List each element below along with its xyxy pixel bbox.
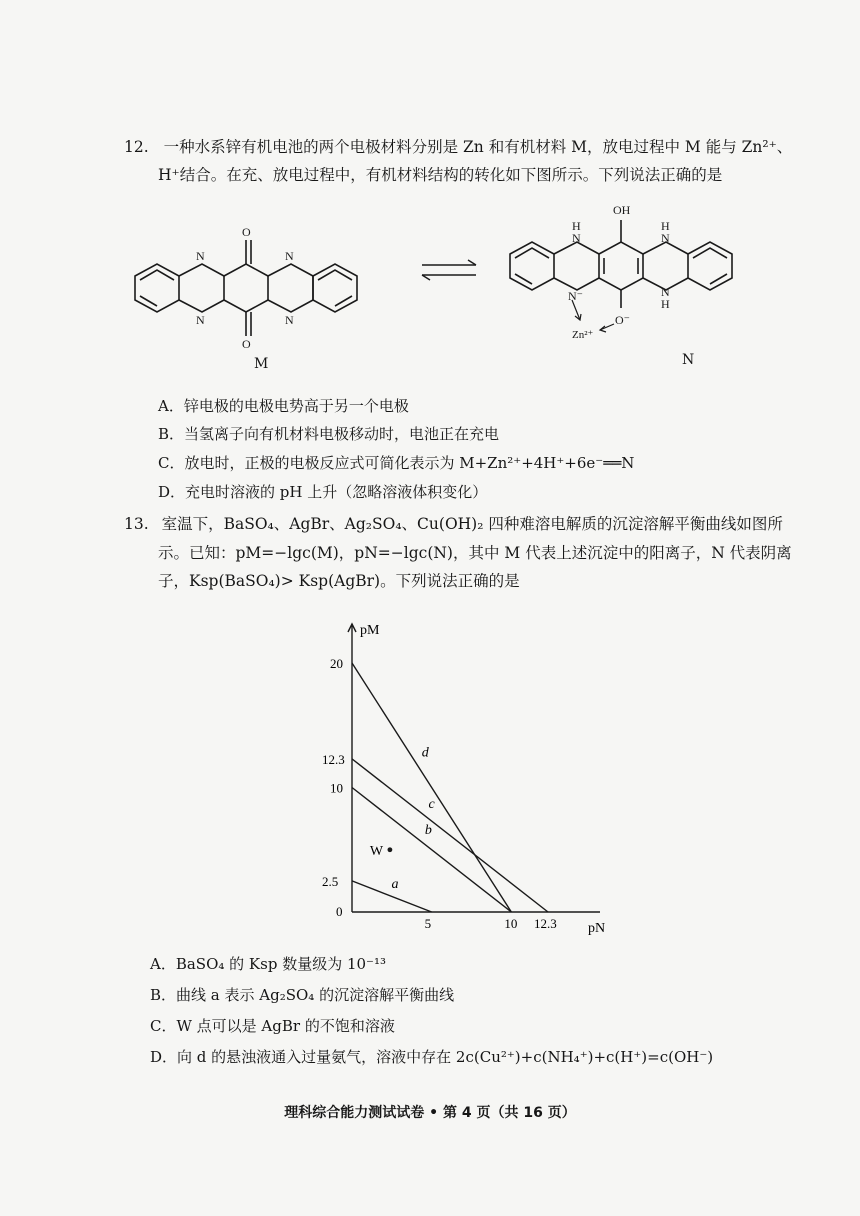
N-atom-N2: N	[661, 231, 670, 245]
series-label-a: a	[391, 876, 399, 892]
N-atom-N1: N	[572, 231, 581, 245]
q13-stem-line3: 子，Ksp(BaSO₄)> Ksp(AgBr)。下列说法正确的是	[158, 572, 520, 590]
series-label-d: d	[421, 745, 429, 761]
y-tick-label: 10	[330, 780, 343, 796]
y-tick-label: 20	[330, 656, 343, 671]
x-tick-label: 5	[424, 916, 432, 931]
y-axis-label: pM	[360, 623, 380, 638]
series-label-c: c	[428, 796, 435, 812]
q12-stem-line1	[124, 136, 792, 158]
M-atom-O2: O	[242, 337, 251, 351]
M-atom-N2: N	[196, 313, 205, 327]
M-atom-N1: N	[196, 249, 205, 263]
M-atom-N4: N	[285, 313, 294, 327]
q13-stem-line2: 示。已知：pM=−lgc(M)，pN=−lgc(N)，其中 M 代表上述沉淀中的阳离子，N 代表阴离	[158, 544, 792, 562]
N-atom-OH: OH	[613, 203, 631, 217]
series-label-b: b	[424, 822, 432, 838]
q12-molecule-figure	[120, 198, 780, 378]
x-tick-label: 10	[504, 916, 518, 931]
precipitation-chart	[300, 616, 630, 946]
N-atom-H1: H	[572, 219, 581, 233]
N-atom-H2: H	[661, 219, 670, 233]
N-atom-N-minus: N⁻	[568, 289, 583, 303]
N-atom-H3: H	[661, 297, 670, 311]
origin-label: 0	[336, 904, 343, 919]
molecule-N	[510, 220, 732, 308]
q12-option-A: A．锌电极的电极电势高于另一个电极	[158, 397, 409, 415]
x-axis-label: pN	[588, 921, 606, 936]
M-atom-O1: O	[242, 225, 251, 239]
molecule-M	[135, 240, 357, 336]
N-atom-Zn: Zn²⁺	[572, 329, 594, 341]
q12-stem-line2: H⁺结合。在充、放电过程中，有机材料结构的转化如下图所示。下列说法正确的是	[158, 166, 723, 184]
q13-number: 13.	[124, 515, 149, 533]
q13-stem-text-1: 室温下，BaSO₄、AgBr、Ag₂SO₄、Cu(OH)₂ 四种难溶电解质的沉淀溶解平衡曲线如图所	[161, 515, 783, 533]
q13-option-B: B．曲线 a 表示 Ag₂SO₄ 的沉淀溶解平衡曲线	[150, 986, 455, 1004]
q13-option-A: A．BaSO₄ 的 Ksp 数量级为 10⁻¹³	[150, 955, 386, 973]
q12-option-D: D．充电时溶液的 pH 上升（忽略溶液体积变化）	[158, 483, 488, 501]
q12-option-B: B．当氢离子向有机材料电极移动时，电池正在充电	[158, 425, 500, 443]
series-line-d	[352, 663, 511, 912]
series-line-c	[352, 759, 548, 912]
q13-option-C: C．W 点可以是 AgBr 的不饱和溶液	[150, 1017, 395, 1035]
y-tick-label: 2.5	[322, 873, 339, 889]
q12-stem-text-1: 一种水系锌有机电池的两个电极材料分别是 Zn 和有机材料 M，放电过程中 M 能与 Zn²⁺、	[163, 138, 793, 156]
q13-stem-line1	[124, 513, 783, 535]
point-label-W: W	[369, 843, 384, 859]
N-atom-N3: N	[661, 285, 670, 299]
molecule-label-M: M	[254, 356, 269, 372]
equilibrium-arrow-icon	[422, 260, 476, 280]
y-tick-label: 12.3	[322, 751, 345, 767]
N-atom-O-minus: O⁻	[615, 313, 630, 327]
point-W	[388, 847, 393, 852]
q13-option-D: D．向 d 的悬浊液通入过量氨气，溶液中存在 2c(Cu²⁺)+c(NH₄⁺)+c(H⁺)=c(OH⁻)	[150, 1048, 714, 1066]
M-atom-N3: N	[285, 249, 294, 263]
molecule-label-N: N	[682, 352, 695, 368]
page-footer: 理科综合能力测试试卷 • 第 4 页（共 16 页）	[284, 1105, 576, 1121]
zn-coordination-arrows-icon	[572, 300, 614, 332]
q12-number: 12.	[124, 138, 149, 156]
q12-option-C: C．放电时，正极的电极反应式可简化表示为 M+Zn²⁺+4H⁺+6e⁻══N	[158, 454, 635, 472]
x-tick-label: 12.3	[534, 916, 557, 931]
